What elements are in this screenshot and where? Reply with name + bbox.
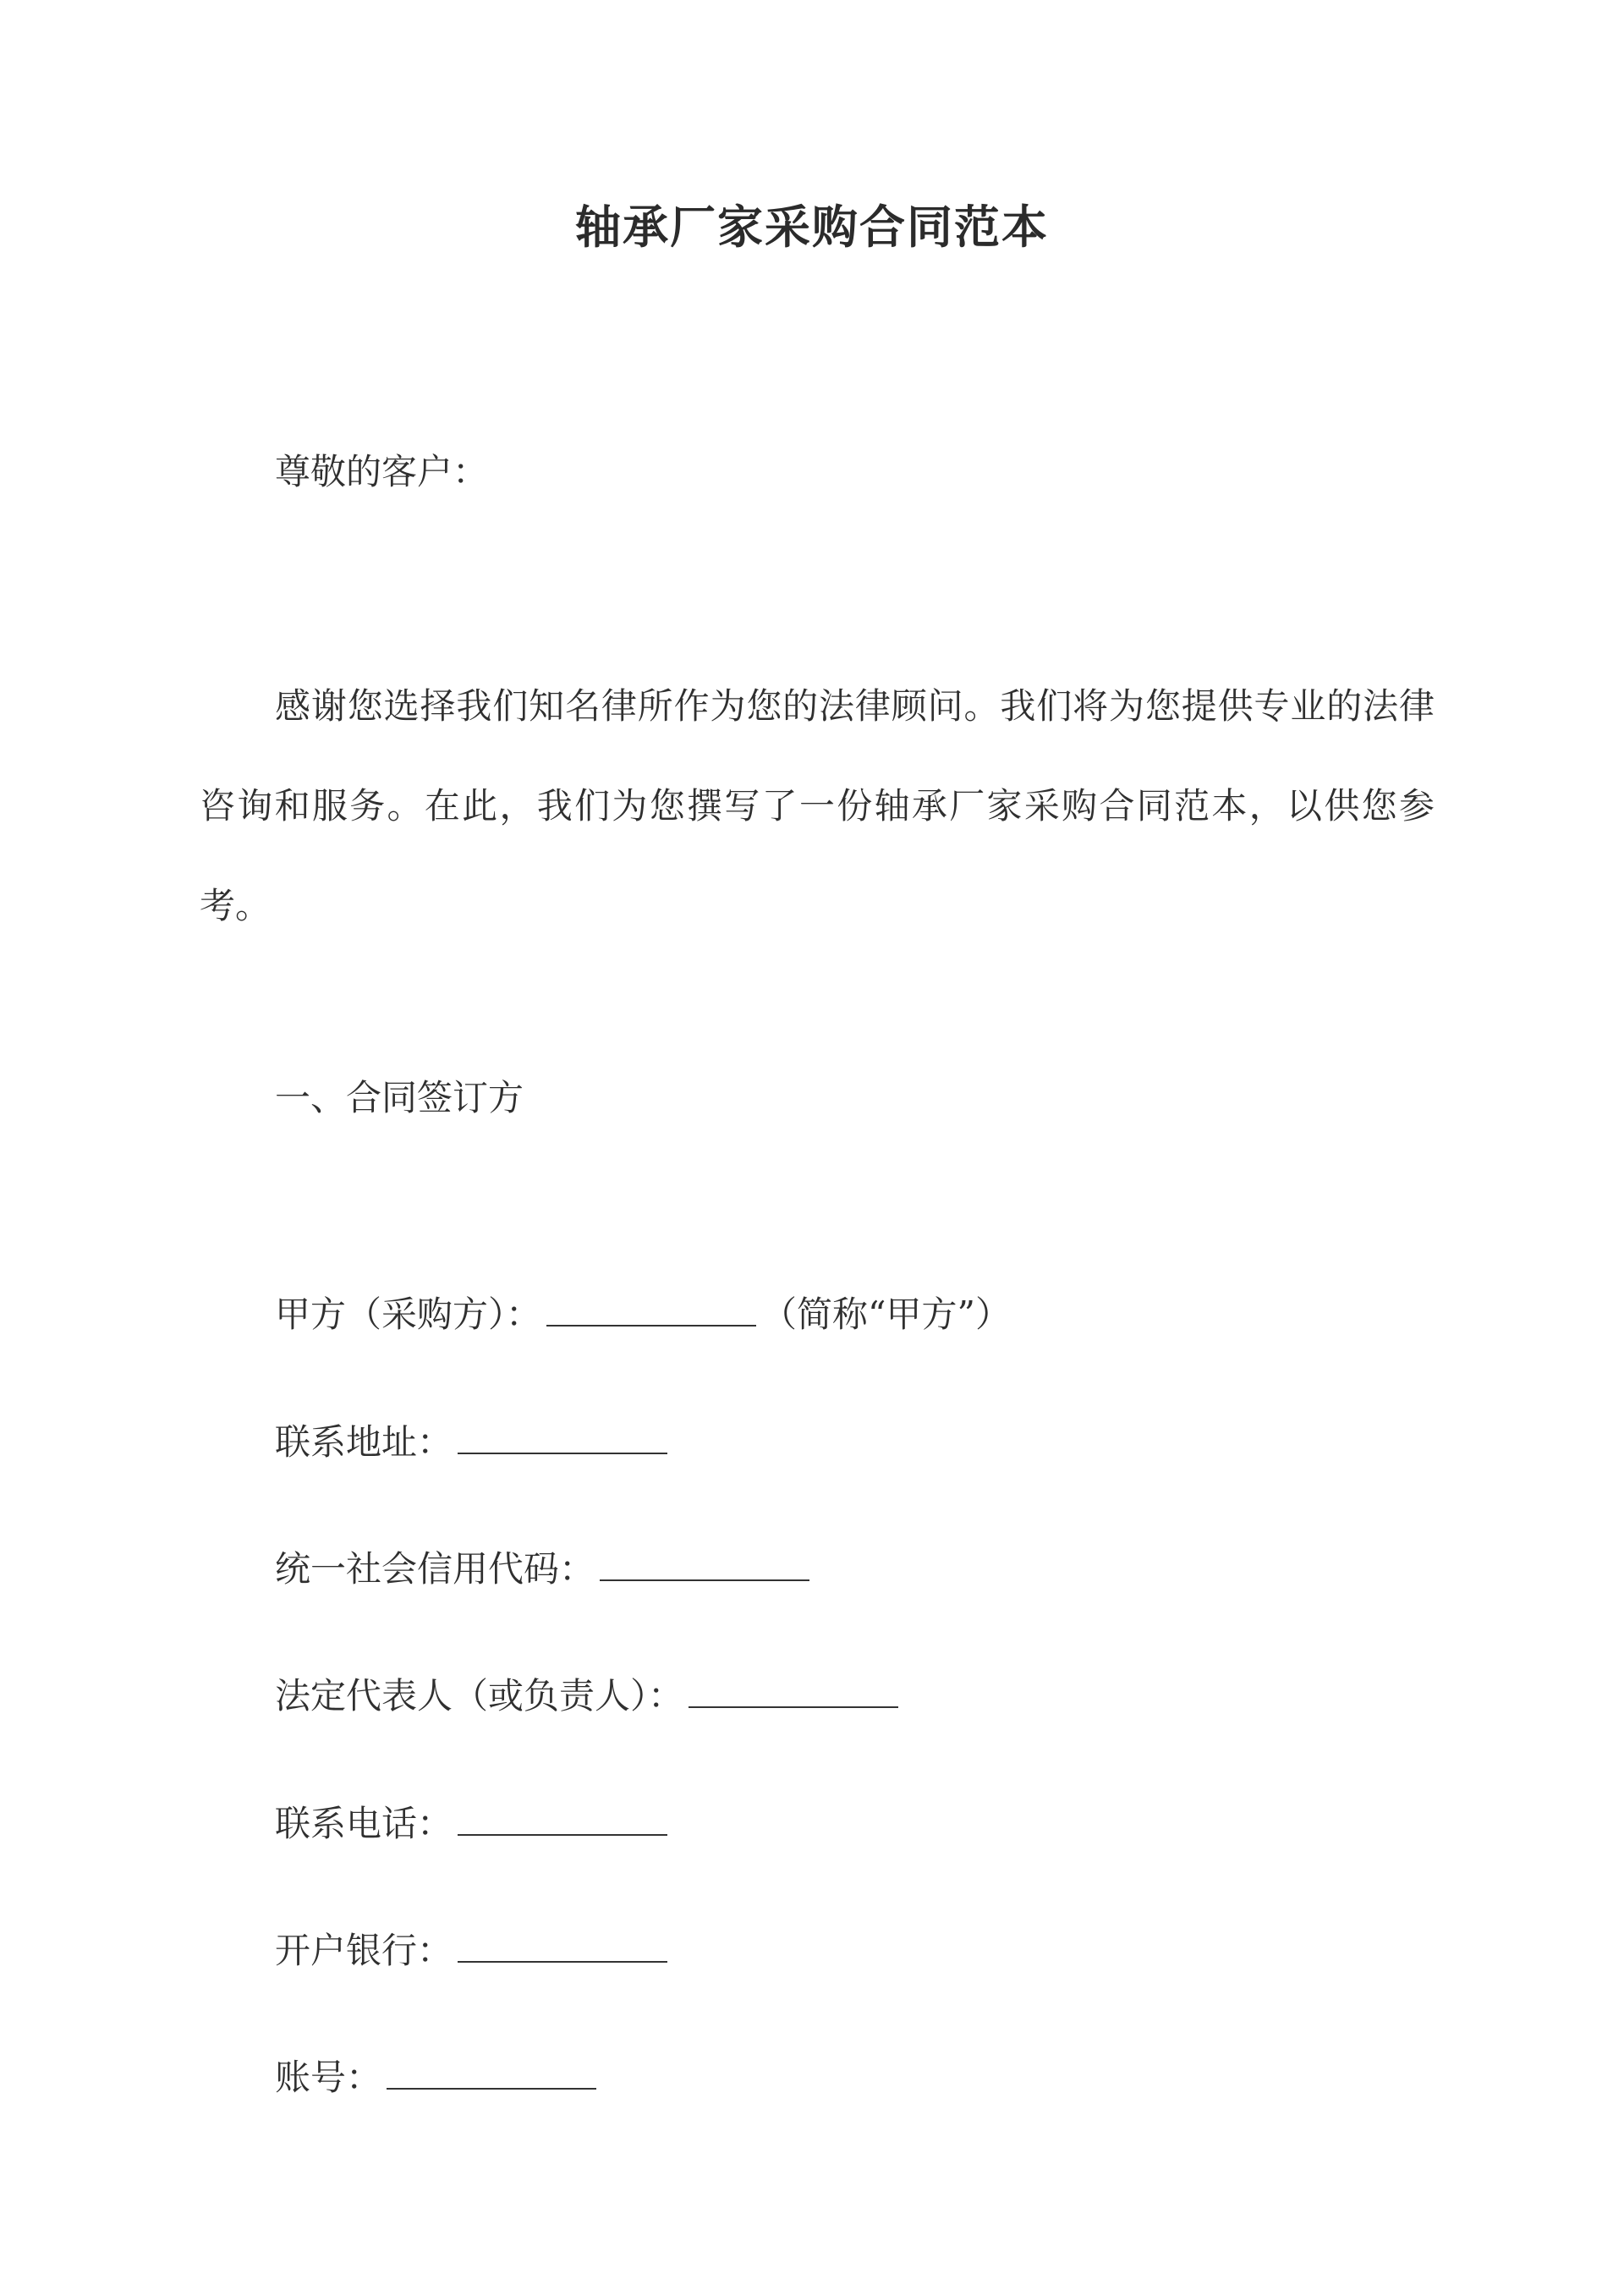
- party-a-line: [275, 1288, 1011, 1338]
- bank-blank: [458, 1924, 667, 1963]
- account-label: 账号：: [275, 2057, 382, 2098]
- legal-rep-label: 法定代表人（或负责人）：: [275, 1675, 684, 1717]
- intro-paragraph: 感谢您选择我们知名律所作为您的法律顾问。我们将为您提供专业的法律咨询和服务。在此，我们为您撰写了一份轴承厂家采购合同范本，以供您参考。: [200, 685, 1435, 926]
- account-line: [275, 2051, 601, 2101]
- address-blank: [458, 1415, 667, 1454]
- party-a-name-blank: [546, 1288, 756, 1327]
- phone-line: [275, 1797, 672, 1848]
- address-label: 联系地址：: [275, 1421, 453, 1463]
- section-heading-parties: 一、合同签订方: [275, 1077, 524, 1118]
- party-a-label: 甲方（采购方）：: [275, 1294, 542, 1335]
- party-a-suffix: （简称“甲方”）: [761, 1294, 1011, 1335]
- document-title: 轴承厂家采购合同范本: [575, 200, 1049, 254]
- credit-code-label: 统一社会信用代码：: [275, 1548, 595, 1590]
- legal-rep-line: [275, 1669, 903, 1720]
- bank-label: 开户银行：: [275, 1930, 453, 1971]
- account-blank: [387, 2051, 596, 2090]
- bank-line: [275, 1924, 672, 1975]
- credit-code-line: [275, 1542, 815, 1593]
- phone-blank: [458, 1797, 667, 1836]
- salutation: 尊敬的客户：: [275, 451, 489, 492]
- phone-label: 联系电话：: [275, 1803, 453, 1844]
- legal-rep-blank: [689, 1669, 898, 1708]
- address-line: [275, 1415, 672, 1466]
- credit-code-blank: [600, 1542, 809, 1581]
